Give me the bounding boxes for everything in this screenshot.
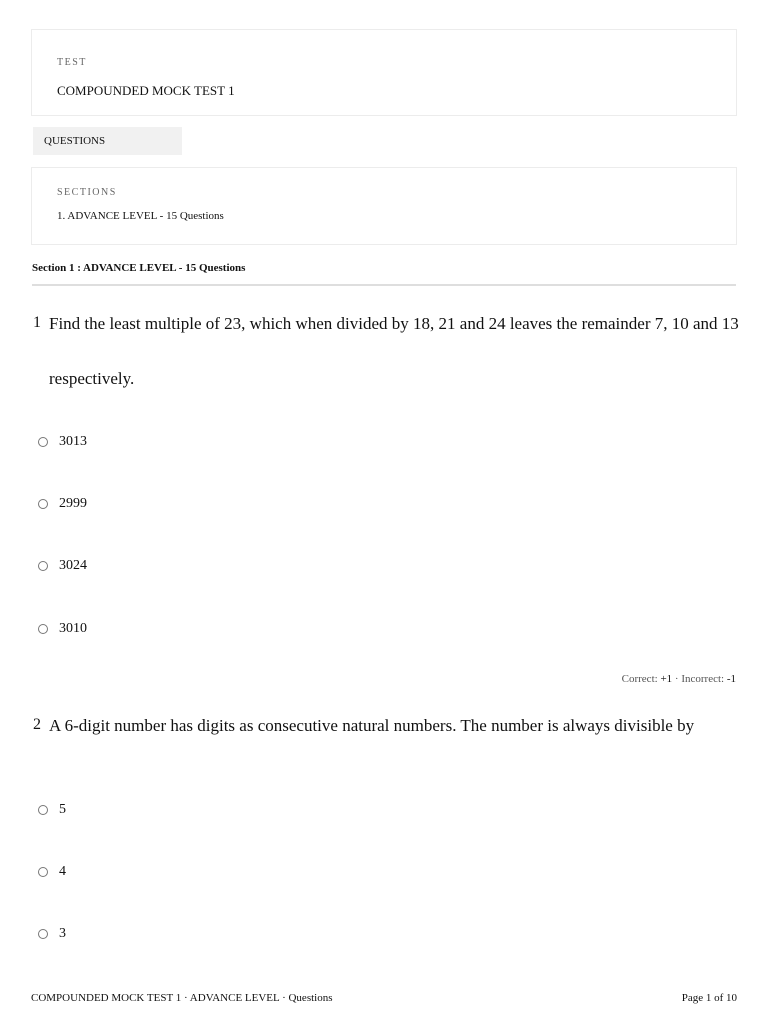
question-1-text-continued: respectively. xyxy=(49,369,135,388)
test-title: COMPOUNDED MOCK TEST 1 xyxy=(57,83,235,98)
option-label: 5 xyxy=(59,802,66,817)
radio-button[interactable] xyxy=(38,805,48,815)
question-1-option-b[interactable] xyxy=(38,495,87,513)
footer-page-number: Page 1 of 10 xyxy=(681,992,737,1004)
option-label: 4 xyxy=(59,864,66,879)
incorrect-value: -1 xyxy=(726,673,736,685)
marks-separator: · xyxy=(674,673,679,685)
question-1-option-d[interactable] xyxy=(38,620,87,638)
question-1-number: 1 xyxy=(33,314,41,331)
radio-button[interactable] xyxy=(38,929,48,939)
footer-document-title: COMPOUNDED MOCK TEST 1 · ADVANCE LEVEL · Questions xyxy=(31,992,333,1004)
incorrect-label: Incorrect: xyxy=(681,673,725,685)
question-2-text: A 6-digit number has digits as consecutive natural numbers. The number is always divisible by xyxy=(49,716,695,735)
question-1-marks xyxy=(622,673,736,685)
section-heading: Section 1 : ADVANCE LEVEL - 15 Questions xyxy=(32,262,246,274)
question-2-option-b[interactable] xyxy=(38,863,66,881)
option-label: 2999 xyxy=(59,496,87,511)
section-link-advance-level[interactable]: 1. ADVANCE LEVEL - 15 Questions xyxy=(57,210,224,222)
radio-button[interactable] xyxy=(38,561,48,571)
option-label: 3013 xyxy=(59,434,87,449)
question-1-option-a[interactable] xyxy=(38,433,87,451)
option-label: 3024 xyxy=(59,558,87,573)
sections-card xyxy=(31,167,737,245)
question-2-number: 2 xyxy=(33,716,41,733)
question-2-option-a[interactable] xyxy=(38,801,66,819)
option-label: 3 xyxy=(59,926,66,941)
radio-button[interactable] xyxy=(38,437,48,447)
option-label: 3010 xyxy=(59,621,87,636)
radio-button[interactable] xyxy=(38,624,48,634)
section-divider xyxy=(32,284,736,286)
test-label: TEST xyxy=(57,57,87,68)
correct-value: +1 xyxy=(660,673,673,685)
radio-button[interactable] xyxy=(38,499,48,509)
test-card xyxy=(31,29,737,116)
question-2-option-c[interactable] xyxy=(38,925,66,943)
question-1-text: Find the least multiple of 23, which when divided by 18, 21 and 24 leaves the remainder 7, 10 and 13 xyxy=(49,314,739,333)
question-1-option-c[interactable] xyxy=(38,557,87,575)
correct-label: Correct: xyxy=(621,673,658,685)
radio-button[interactable] xyxy=(38,867,48,877)
tab-questions[interactable]: QUESTIONS xyxy=(33,127,182,155)
sections-label: SECTIONS xyxy=(57,187,117,198)
